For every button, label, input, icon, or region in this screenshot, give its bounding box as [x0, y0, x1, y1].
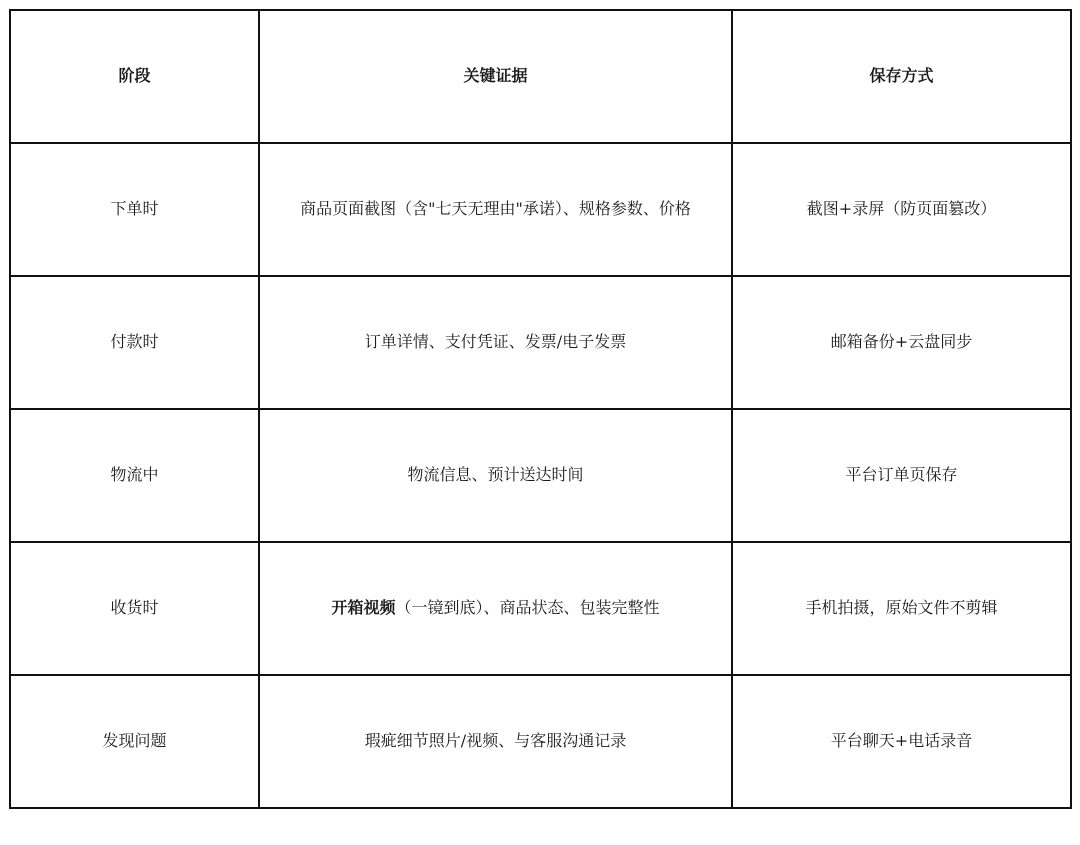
cell-storage: 平台聊天+电话录音: [732, 675, 1071, 808]
cell-storage: 平台订单页保存: [732, 409, 1071, 542]
header-storage-method: 保存方式: [732, 10, 1071, 143]
evidence-text: 订单详情、支付凭证、发票/电子发票: [364, 332, 627, 352]
evidence-emphasis: 开箱视频: [331, 598, 396, 618]
cell-storage: 手机拍摄，原始文件不剪辑: [732, 542, 1071, 675]
table-row: [10, 143, 1071, 276]
cell-stage: 物流中: [10, 409, 259, 542]
header-stage: 阶段: [10, 10, 259, 143]
cell-stage: 收货时: [10, 542, 259, 675]
cell-storage: 邮箱备份+云盘同步: [732, 276, 1071, 409]
table-row: [10, 276, 1071, 409]
cell-evidence: [259, 409, 732, 542]
cell-stage: 发现问题: [10, 675, 259, 808]
evidence-text: 瑕疵细节照片/视频、与客服沟通记录: [364, 731, 627, 751]
cell-evidence: [259, 542, 732, 675]
cell-stage: 付款时: [10, 276, 259, 409]
evidence-text: 物流信息、预计送达时间: [407, 465, 584, 485]
cell-storage: 截图+录屏（防页面篡改）: [732, 143, 1071, 276]
cell-stage: 下单时: [10, 143, 259, 276]
cell-evidence: [259, 276, 732, 409]
evidence-text: 商品页面截图（含"七天无理由"承诺）、规格参数、价格: [300, 199, 691, 219]
cell-evidence: [259, 675, 732, 808]
cell-evidence: [259, 143, 732, 276]
table-row: [10, 542, 1071, 675]
table-row: [10, 409, 1071, 542]
table-header-row: [10, 10, 1071, 143]
header-key-evidence: 关键证据: [259, 10, 732, 143]
evidence-table: [9, 9, 1072, 809]
evidence-text: （一镜到底）、商品状态、包装完整性: [395, 598, 660, 618]
table-row: [10, 675, 1071, 808]
